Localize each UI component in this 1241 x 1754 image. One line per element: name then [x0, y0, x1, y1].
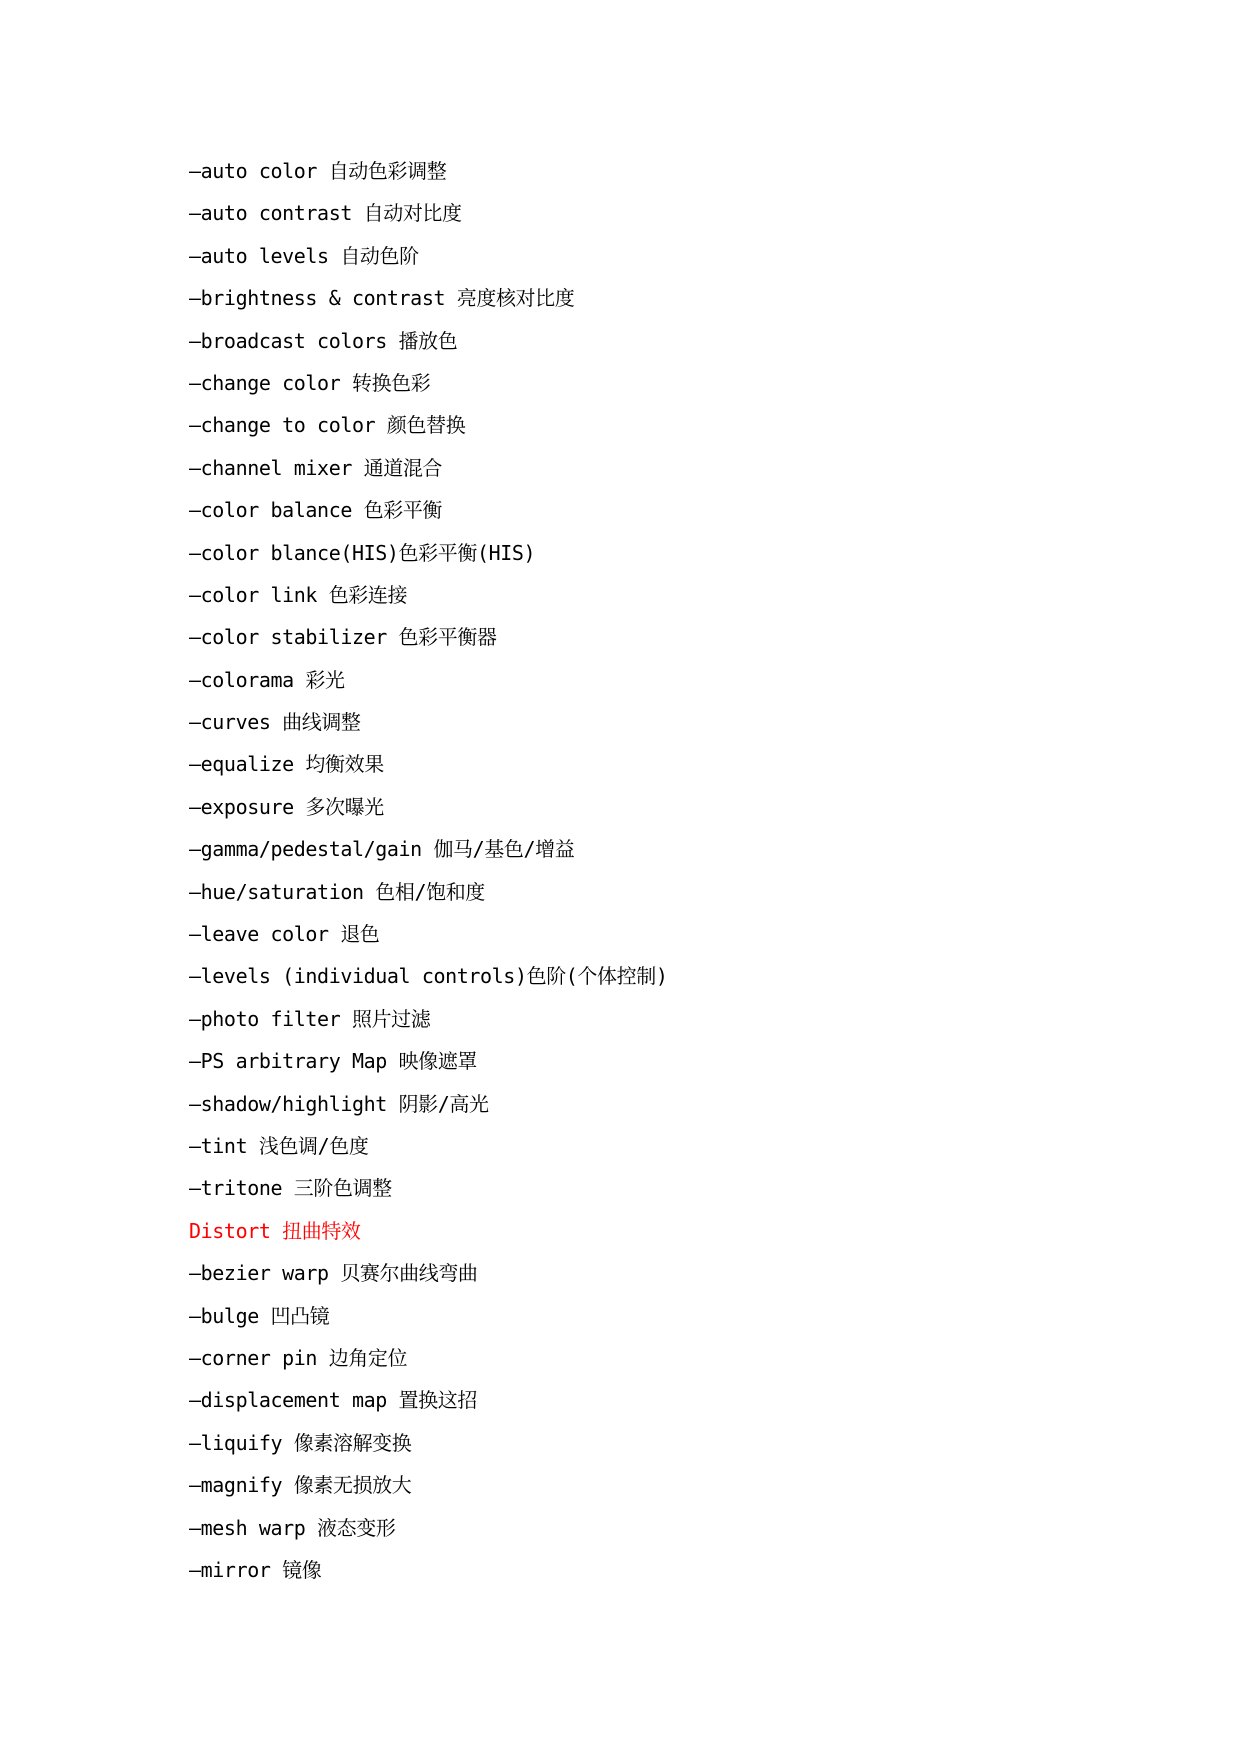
list-item: —auto contrast 自动对比度	[189, 201, 462, 226]
list-item: —color link 色彩连接	[189, 582, 408, 607]
list-item: —curves 曲线调整	[189, 710, 361, 735]
list-item: —tint 浅色调/色度	[189, 1133, 369, 1158]
list-item: —displacement map 置换这招	[189, 1388, 477, 1413]
list-item: —liquify 像素溶解变换	[189, 1430, 412, 1455]
list-item: —color balance 色彩平衡	[189, 498, 443, 523]
list-item: —bezier warp 贝赛尔曲线弯曲	[189, 1261, 478, 1286]
list-item: —change color 转换色彩	[189, 370, 431, 395]
list-item: —auto color 自动色彩调整	[189, 159, 447, 183]
section-heading: Distort 扭曲特效	[189, 1218, 361, 1243]
list-item: —PS arbitrary Map 映像遮罩	[189, 1049, 477, 1074]
list-item: —equalize 均衡效果	[189, 752, 384, 777]
list-item: —corner pin 边角定位	[189, 1345, 408, 1370]
list-item: —auto levels 自动色阶	[189, 243, 419, 268]
list-item: —gamma/pedestal/gain 伽马/基色/增益	[189, 837, 575, 862]
list-item: —photo filter 照片过滤	[189, 1006, 431, 1031]
list-item: —mesh warp 液态变形	[189, 1515, 396, 1540]
list-item: —tritone 三阶色调整	[189, 1176, 392, 1201]
list-item: —colorama 彩光	[189, 667, 345, 692]
list-item: —magnify 像素无损放大	[189, 1473, 412, 1498]
list-item: —mirror 镜像	[189, 1557, 322, 1582]
list-item: —brightness & contrast 亮度核对比度	[189, 286, 575, 311]
list-item: —exposure 多次曝光	[189, 794, 384, 819]
effects-list	[189, 150, 667, 1591]
list-item: —levels (individual controls)色阶(个体控制)	[189, 964, 668, 989]
list-item: —broadcast colors 播放色	[189, 328, 458, 353]
list-item: —shadow/highlight 阴影/高光	[189, 1091, 489, 1116]
list-item: —hue/saturation 色相/饱和度	[189, 879, 485, 904]
list-item: —color stabilizer 色彩平衡器	[189, 625, 497, 650]
list-item: —leave color 退色	[189, 922, 380, 947]
list-item: —color blance(HIS)色彩平衡(HIS)	[189, 540, 536, 565]
list-item: —channel mixer 通道混合	[189, 455, 443, 480]
list-item: —change to color 颜色替换	[189, 413, 466, 438]
list-item: —bulge 凹凸镜	[189, 1303, 330, 1328]
